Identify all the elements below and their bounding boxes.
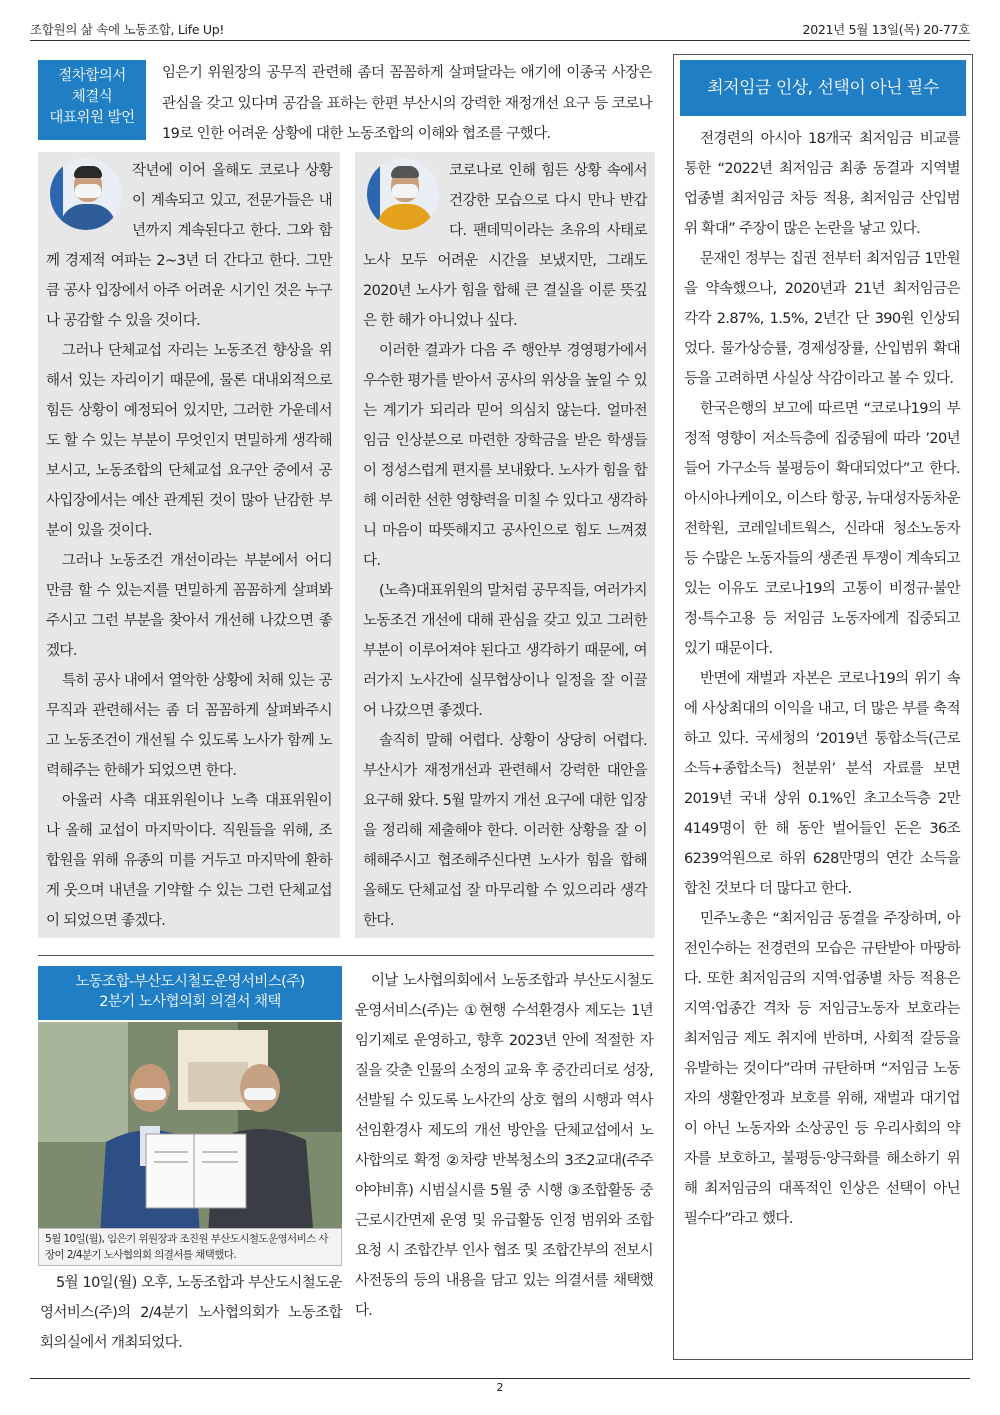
page-number: 2	[496, 1381, 504, 1394]
header-title: 조합원의 삶 속에 노동조합, Life Up!	[30, 22, 225, 37]
union-speech-p3: 그러나 노동조건 개선이라는 부분에서 어디만큼 할 수 있는지를 면밀하게 꼼꼼하게 살펴봐주시고 그런 부분을 찾아서 개선해 나갔으면 좋겠다.	[46, 553, 332, 659]
article-mid-text	[355, 966, 653, 1326]
article-left-text	[40, 1268, 342, 1358]
company-speech-p1: 코로나로 인해 힘든 상황 속에서 건강한 모습으로 다시 만나 반갑다. 팬데믹이라는 초유의 사태로 노사 모두 어려운 시간을 보냈지만, 그래도 2020년 노사가 힘을 합해 큰 결실을 이룬 뜻깊은 한 해가 아니었나 싶다.	[363, 163, 647, 329]
section-tag	[38, 60, 146, 140]
article-mid-paragraph: 이날 노사협의회에서 노동조합과 부산도시철도운영서비스(주)는 ①현행 수석환경사 제도는 1년 임기제로 운영하고, 향후 2023년 안에 적절한 자질을 갖춘 인물의 소정의 교육 후 중간리더로 성장, 선발될 수 있도록 노사간의 상호 협의 시행과 역사 선임환경사 제도의 개선 방안을 단체교섭에서 노사합의로 확정 ②차량 반복청소의 3조2교대(주주야야비휴) 시범실시를 5월 중 시행 ③조합활동 중 근로시간면제 운영 및 유급활동 인정 범위와 조합 요청 시 조합간부 인사 협조 및 조합간부의 전보시 사전동의 등의 내용을 담고 있는 의결서를 채택했다.	[355, 973, 653, 1319]
company-speech-p4: 솔직히 말해 어렵다. 상황이 상당히 어렵다. 부산시가 재정개선과 관련해서 강력한 대안을 요구해 왔다. 5월 말까지 개선 요구에 대한 입장을 정리해 제출해야 한다. 이러한 상황을 잘 이해해주시고 협조해주신다면 노사가 힘을 합해 올해도 단체교섭 잘 마무리할 수 있으리라 생각한다.	[363, 733, 647, 929]
article-title-line1: 노동조합-부산도시철도운영서비스(주)	[75, 974, 305, 990]
sidebar-body	[684, 124, 960, 1234]
union-speech-p1: 작년에 이어 올해도 코로나 상황이 계속되고 있고, 전문가들은 내년까지 계속된다고 한다. 그와 함께 경제적 여파는 2~3년 더 간다고 한다. 그만큼 공사 입장에서 아주 어려운 시기인 것은 누구나 공감할 수 있을 것이다.	[46, 163, 332, 329]
section-tag-line1: 절차합의서	[58, 68, 126, 84]
photo-caption: 5월 10일(월), 임은기 위원장과 조진원 부산도시철도운영서비스 사장이 2/4분기 노사협의회 의결서를 채택했다.	[38, 1228, 342, 1266]
company-speech-p2: 이러한 결과가 다음 주 행안부 경영평가에서 우수한 평가를 받아서 공사의 위상을 높일 수 있는 계기가 되리라 믿어 의심치 않는다. 얼마전 임금 인상분으로 마련한 장학금을 받은 학생들이 정성스럽게 편지를 보내왔다. 노사가 힘을 합해 이러한 선한 영향력을 미칠 수 있다고 생각하니 마음이 따뜻해지고 공사인으로 힘도 느껴졌다.	[363, 343, 647, 569]
article-title	[38, 966, 342, 1020]
sidebar-p4: 반면에 재벌과 자본은 코로나19의 위기 속에 사상최대의 이익을 내고, 더 많은 부를 축적하고 있다. 국세청의 ‘2019년 통합소득(근로소득+종합소득) 천분위’ 분석 자료를 보면 2019년 국내 상위 0.1%인 초고소득층 2만4149명이 한 해 동안 벌어들인 돈은 36조6239억원으로 하위 628만명의 연간 소득을 합친 것보다 더 많다고 한다.	[684, 671, 960, 897]
section-divider	[38, 955, 654, 956]
sidebar-title: 최저임금 인상, 선택이 아닌 필수	[680, 60, 966, 116]
header-rule	[30, 40, 970, 41]
portrait-photo	[50, 158, 122, 230]
footer-rule	[30, 1378, 970, 1379]
speech-box-company	[355, 152, 655, 938]
intro-paragraph: 임은기 위원장의 공무직 관련해 좀더 꼼꼼하게 살펴달라는 애기에 이종국 사장은 관심을 갖고 있다며 공감을 표하는 한편 부산시의 강력한 재정개선 요구 등 코로나19로 인한 어려운 상황에 대한 노동조합의 이해와 협조를 구했다.	[162, 65, 652, 142]
union-speech-p2: 그러나 단체교섭 자리는 노동조건 향상을 위해서 있는 자리이기 때문에, 물론 대내외적으로 힘든 상황이 예정되어 있지만, 그러한 가운데서도 할 수 있는 부분이 무엇인지 면밀하게 생각해보시고, 노동조합의 단체교섭 요구안 중에서 공사입장에서는 예산 관계된 것이 많아 난감한 부분이 있을 것이다.	[46, 343, 332, 539]
sidebar-p2: 문재인 정부는 집권 전부터 최저임금 1만원을 약속했으나, 2020년과 21년 최저임금은 각각 2.87%, 1.5%, 2년간 단 390원 인상되었다. 물가상승률, 경제성장률, 산입범위 확대 등을 고려하면 사실상 삭감이라고 볼 수 있다.	[684, 251, 960, 387]
sidebar-p5: 민주노총은 “최저임금 동결을 주장하며, 아전인수하는 전경련의 모습은 규탄받아 마땅하다. 또한 최저임금의 지역·업종별 차등 적용은 지역·업종간 격차 등 저임금노동자 보호라는 최저임금 제도 취지에 반하며, 사회적 갈등을 유발하는 것이다”라며 규탄하며 “저임금 노동자의 생활안정과 보호를 위해, 재벌과 대기업이 아닌 노동자와 소상공인 등 우리사회의 약자를 보호하고, 불평등·양극화를 해소하기 위해 최저임금의 대폭적인 인상은 선택이 아닌 필수다”라고 했다.	[684, 911, 960, 1227]
sidebar-p3: 한국은행의 보고에 따르면 “코로나19의 부정적 영향이 저소득층에 집중됨에 따라 ’20년 들어 가구소득 불평등이 확대되었다”고 한다. 아시아나케이오, 이스타 항공, 뉴대성자동차운전학원, 코레일네트웍스, 신라대 청소노동자 등 수많은 노동자들의 생존권 투쟁이 계속되고 있는 이유도 코로나19의 고통이 비정규·불안정·특수고용 등 저임금 노동자에게 집중되고 있기 때문이다.	[684, 401, 960, 657]
portrait-photo	[367, 158, 439, 230]
union-speech-p5: 아울러 사측 대표위원이나 노측 대표위원이나 올해 교섭이 마지막이다. 직원들을 위해, 조합원을 위해 유종의 미를 거두고 마지막에 환하게 웃으며 내년을 기약할 수 있는 그런 단체교섭이 되었으면 좋겠다.	[46, 793, 332, 929]
sidebar-p1: 전경련의 아시아 18개국 최저임금 비교를 통한 “2022년 최저임금 최종 동결과 지역별 업종별 최저임금 차등 적용, 최저임금 산입범위 확대” 주장이 많은 논란을 낳고 있다.	[684, 131, 960, 237]
speech-box-union	[38, 152, 340, 938]
company-speech-p3: (노측)대표위원의 말처럼 공무직들, 여러가지 노동조건 개선에 대해 관심을 갖고 있고 그러한 부분이 이루어져야 된다고 생각하기 때문에, 여러가지 노사간에 실무협상이나 일정을 잘 이끌어 나갔으면 좋겠다.	[363, 583, 647, 719]
section-tag-line3: 대표위원 발언	[49, 110, 135, 126]
article-title-line2: 2분기 노사협의회 의결서 채택	[99, 994, 281, 1010]
article-left-paragraph: 5월 10일(월) 오후, 노동조합과 부산도시철도운영서비스(주)의 2/4분기 노사협의회가 노동조합 회의실에서 개최되었다.	[40, 1275, 342, 1351]
section-tag-line2: 체결식	[71, 89, 113, 105]
header-date-issue: 2021년 5월 13일(목) 20-77호	[802, 22, 970, 37]
union-speech-p4: 특히 공사 내에서 열악한 상황에 처해 있는 공무직과 관련해서는 좀 더 꼼꼼하게 살펴봐주시고 노동조건이 개선될 수 있도록 노사가 함께 노력해주는 한해가 되었으면 한다.	[46, 673, 332, 779]
